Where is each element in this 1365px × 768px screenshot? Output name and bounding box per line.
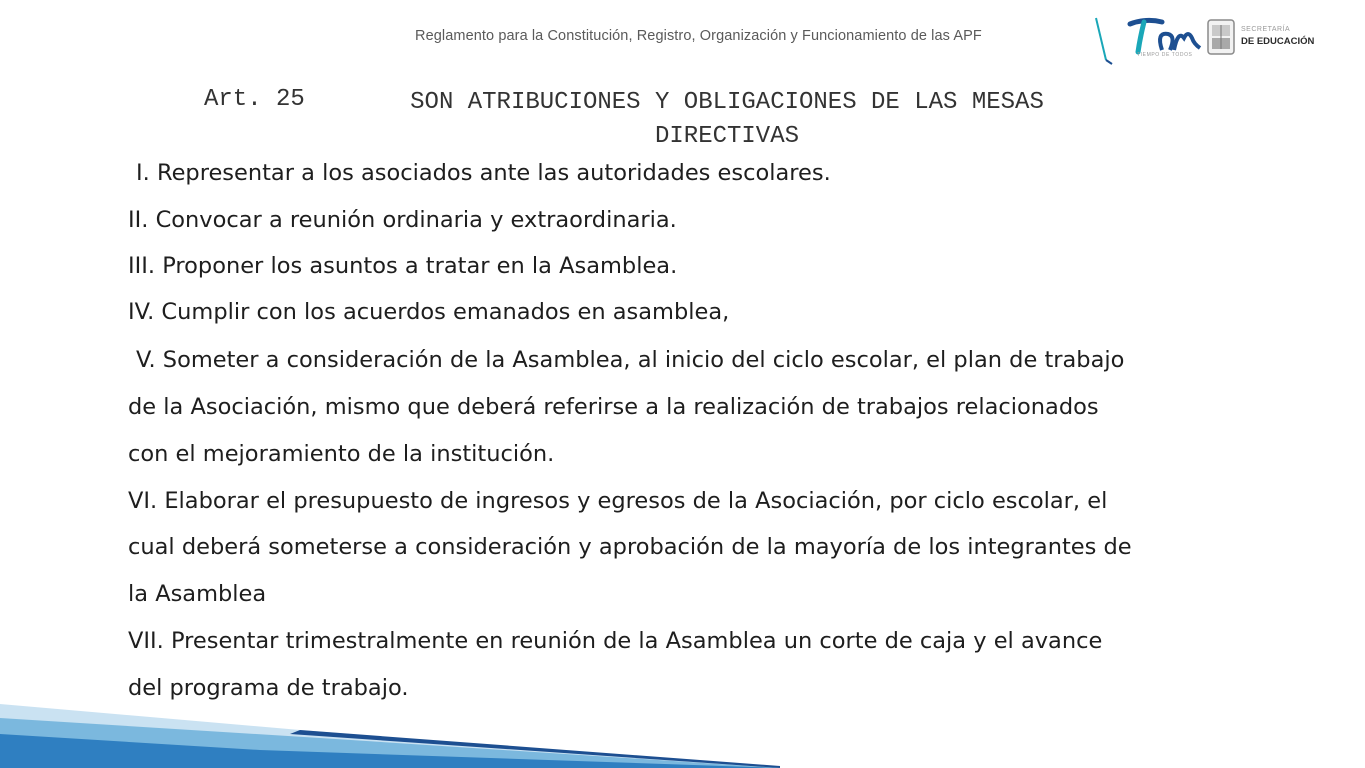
- article-number: Art. 25: [204, 86, 305, 113]
- decorative-stripe: [0, 700, 800, 768]
- secretaria-logo-line1: SECRETARÍA: [1241, 26, 1291, 33]
- list-item: II. Convocar a reunión ordinaria y extraordinaria.: [128, 207, 677, 233]
- list-item: de la Asociación, mismo que deberá referirse a la realización de trabajos relacionados: [128, 394, 1099, 420]
- list-item: IV. Cumplir con los acuerdos emanados en asamblea,: [128, 299, 730, 325]
- list-item: I. Representar a los asociados ante las autoridades escolares.: [136, 160, 831, 186]
- secretaria-logo-line2: DE EDUCACIÓN: [1241, 36, 1315, 47]
- list-item: VII. Presentar trimestralmente en reunión de la Asamblea un corte de caja y el avance: [128, 628, 1103, 654]
- list-item: la Asamblea: [128, 581, 267, 607]
- document-header: Reglamento para la Constitución, Registro, Organización y Funcionamiento de las APF: [415, 28, 982, 44]
- tam-logo-icon: [1126, 16, 1204, 56]
- list-item: VI. Elaborar el presupuesto de ingresos y egresos de la Asociación, por ciclo escolar, el: [128, 488, 1108, 514]
- list-item: con el mejoramiento de la institución.: [128, 441, 555, 467]
- list-item: del programa de trabajo.: [128, 675, 409, 701]
- article-title: SON ATRIBUCIONES Y OBLIGACIONES DE LAS MESAS DIRECTIVAS: [410, 89, 1044, 150]
- list-item: cual deberá someterse a consideración y aprobación de la mayoría de los integrantes de: [128, 534, 1132, 560]
- tam-logo-caption: TIEMPO DE TODOS: [1137, 52, 1193, 58]
- list-item: V. Someter a consideración de la Asamblea, al inicio del ciclo escolar, el plan de trabajo: [136, 347, 1125, 373]
- list-item: III. Proponer los asuntos a tratar en la Asamblea.: [128, 253, 678, 279]
- logo-divider-line: [1092, 16, 1116, 68]
- state-seal-icon: [1206, 18, 1236, 56]
